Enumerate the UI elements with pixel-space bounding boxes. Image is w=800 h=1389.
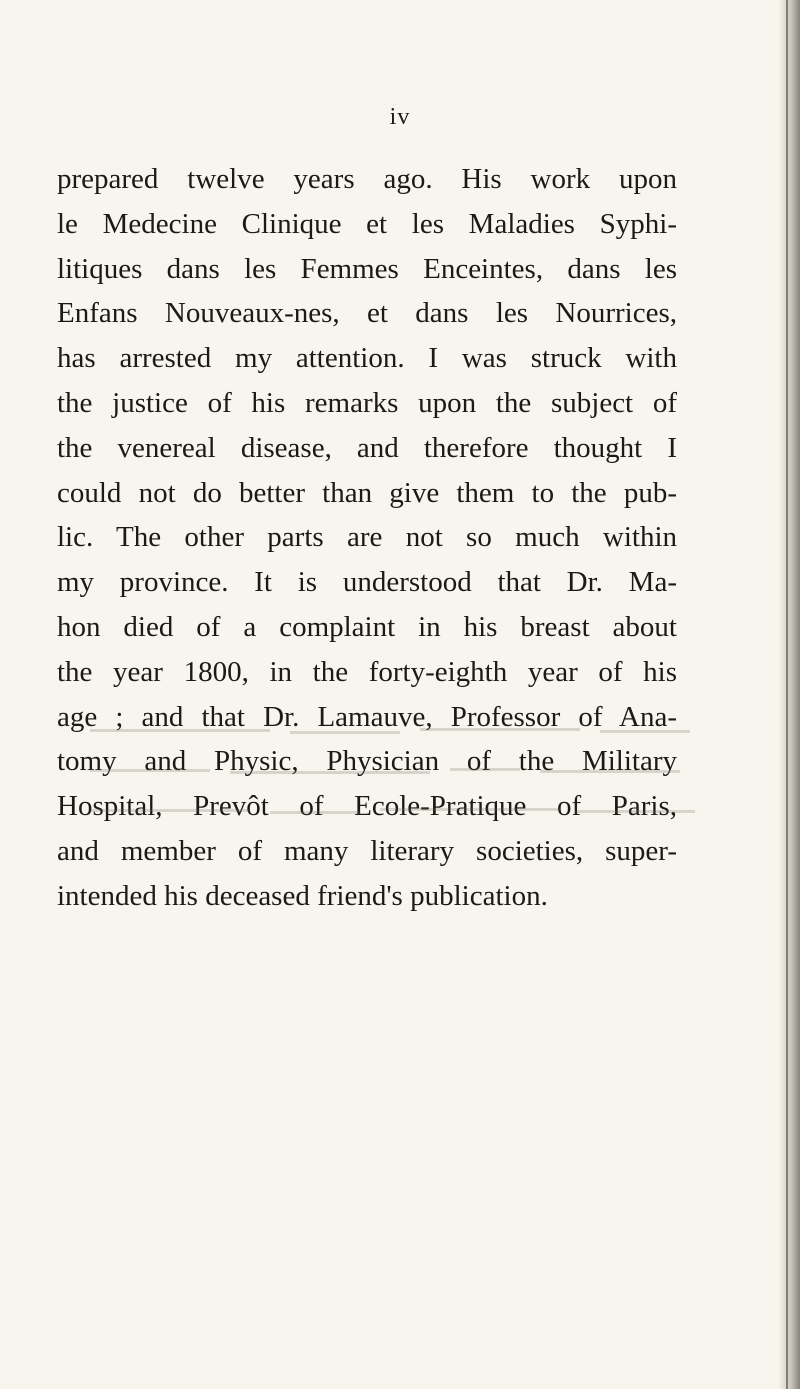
text-line: has arrested my attention. I was struck with <box>57 342 677 375</box>
text-line: prepared twelve years ago. His work upon <box>57 163 677 195</box>
text-line: Hospital, Prevôt of Ecole-Pratique of Paris, <box>57 790 677 823</box>
text-line: my province. It is understood that Dr. Ma- <box>57 566 677 599</box>
text-line: tomy and Physic, Physician of the Military <box>57 745 677 778</box>
text-line: hon died of a complaint in his breast about <box>57 610 677 643</box>
show-through-texture <box>60 712 700 842</box>
text-line: the justice of his remarks upon the subject of <box>57 386 677 419</box>
text-line: the venereal disease, and therefore thought I <box>57 431 677 464</box>
text-line: litiques dans les Femmes Enceintes, dans les <box>57 252 677 285</box>
text-line: Enfans Nouveaux-nes, et dans les Nourrices, <box>57 297 677 330</box>
page-edge-shadow <box>778 0 800 1389</box>
text-line: le Medecine Clinique et les Maladies Syphi- <box>57 207 677 240</box>
text-line: the year 1800, in the forty-eighth year of his <box>57 655 677 688</box>
text-line: intended his deceased friend's publication. <box>57 879 548 912</box>
page-number: iv <box>389 104 411 130</box>
text-line: age ; and that Dr. Lamauve, Professor of Ana- <box>57 700 677 733</box>
text-line: and member of many literary societies, super- <box>57 834 677 867</box>
text-line: could not do better than give them to the pub- <box>57 476 677 509</box>
text-line: lic. The other parts are not so much within <box>57 521 677 554</box>
